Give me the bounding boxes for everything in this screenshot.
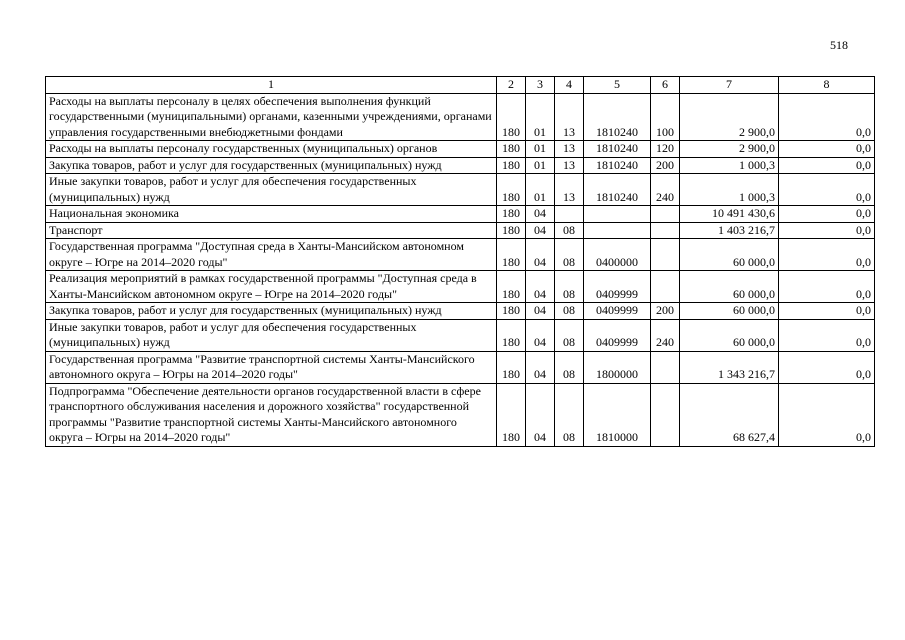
cell-col7: 60 000,0 [680, 271, 779, 303]
row-name: Государственная программа "Доступная среда в Ханты-Мансийском автономном округе – Югре на 2014–2020 годы" [46, 239, 497, 271]
row-name: Подпрограмма "Обеспечение деятельности органов государственной власти в сфере транспортного обслуживания населения и дорожного хозяйства" государственной программы "Развитие транспортной системы Ханты-Мансийского автономного округа – Югры на 2014–2020 годы" [46, 383, 497, 446]
column-header: 4 [555, 77, 584, 94]
cell-col6: 100 [651, 93, 680, 141]
cell-col8: 0,0 [779, 351, 875, 383]
cell-col6: 240 [651, 174, 680, 206]
column-header: 3 [526, 77, 555, 94]
column-header: 5 [584, 77, 651, 94]
cell-col3: 04 [526, 222, 555, 239]
cell-col8: 0,0 [779, 174, 875, 206]
cell-col6 [651, 222, 680, 239]
cell-col3: 01 [526, 93, 555, 141]
cell-col8: 0,0 [779, 319, 875, 351]
cell-col6 [651, 239, 680, 271]
cell-col3: 04 [526, 206, 555, 223]
cell-col8: 0,0 [779, 239, 875, 271]
cell-col3: 01 [526, 157, 555, 174]
column-header: 2 [497, 77, 526, 94]
cell-col5: 1810240 [584, 174, 651, 206]
row-name: Расходы на выплаты персоналу в целях обеспечения выполнения функций государственными (муниципальными) органами, казенными учреждениями, органами управления государственными внебюджетными фондами [46, 93, 497, 141]
cell-col4: 08 [555, 303, 584, 320]
cell-col2: 180 [497, 303, 526, 320]
cell-col8: 0,0 [779, 271, 875, 303]
cell-col4: 13 [555, 157, 584, 174]
cell-col7: 10 491 430,6 [680, 206, 779, 223]
cell-col5 [584, 206, 651, 223]
cell-col7: 60 000,0 [680, 319, 779, 351]
cell-col5: 0409999 [584, 271, 651, 303]
cell-col6 [651, 383, 680, 446]
row-name: Иные закупки товаров, работ и услуг для обеспечения государственных (муниципальных) нужд [46, 319, 497, 351]
cell-col2: 180 [497, 93, 526, 141]
page-number: 518 [830, 38, 848, 52]
cell-col5: 0400000 [584, 239, 651, 271]
cell-col4: 13 [555, 174, 584, 206]
cell-col3: 04 [526, 303, 555, 320]
table-row [46, 93, 875, 141]
budget-table [45, 76, 875, 447]
cell-col2: 180 [497, 319, 526, 351]
cell-col6: 120 [651, 141, 680, 158]
row-name: Национальная экономика [46, 206, 497, 223]
cell-col7: 1 403 216,7 [680, 222, 779, 239]
cell-col7: 60 000,0 [680, 303, 779, 320]
cell-col4: 08 [555, 351, 584, 383]
cell-col7: 2 900,0 [680, 141, 779, 158]
cell-col5: 1810240 [584, 157, 651, 174]
row-name: Закупка товаров, работ и услуг для государственных (муниципальных) нужд [46, 303, 497, 320]
table-row [46, 271, 875, 303]
table-row [46, 157, 875, 174]
table-row [46, 319, 875, 351]
cell-col8: 0,0 [779, 206, 875, 223]
cell-col3: 04 [526, 351, 555, 383]
cell-col4: 08 [555, 319, 584, 351]
table-header-row [46, 77, 875, 94]
table-row [46, 239, 875, 271]
table-row [46, 174, 875, 206]
cell-col6 [651, 271, 680, 303]
cell-col5: 0409999 [584, 319, 651, 351]
cell-col4: 08 [555, 222, 584, 239]
cell-col8: 0,0 [779, 222, 875, 239]
table-row [46, 141, 875, 158]
cell-col2: 180 [497, 271, 526, 303]
cell-col4: 08 [555, 383, 584, 446]
cell-col5: 0409999 [584, 303, 651, 320]
cell-col3: 04 [526, 271, 555, 303]
row-name: Реализация мероприятий в рамках государственной программы "Доступная среда в Ханты-Мансийском автономном округе – Югре на 2014–2020 годы" [46, 271, 497, 303]
cell-col2: 180 [497, 351, 526, 383]
column-header: 7 [680, 77, 779, 94]
cell-col5: 1800000 [584, 351, 651, 383]
cell-col6: 200 [651, 303, 680, 320]
cell-col5: 1810240 [584, 93, 651, 141]
cell-col8: 0,0 [779, 303, 875, 320]
row-name: Расходы на выплаты персоналу государственных (муниципальных) органов [46, 141, 497, 158]
cell-col4 [555, 206, 584, 223]
table-row [46, 206, 875, 223]
column-header: 6 [651, 77, 680, 94]
cell-col6 [651, 206, 680, 223]
cell-col2: 180 [497, 206, 526, 223]
row-name: Государственная программа "Развитие транспортной системы Ханты-Мансийского автономного округа – Югры на 2014–2020 годы" [46, 351, 497, 383]
column-header: 1 [46, 77, 497, 94]
cell-col7: 68 627,4 [680, 383, 779, 446]
cell-col4: 08 [555, 239, 584, 271]
cell-col7: 1 343 216,7 [680, 351, 779, 383]
table-row [46, 222, 875, 239]
cell-col3: 01 [526, 174, 555, 206]
cell-col2: 180 [497, 383, 526, 446]
cell-col4: 13 [555, 93, 584, 141]
cell-col5 [584, 222, 651, 239]
cell-col8: 0,0 [779, 157, 875, 174]
cell-col3: 04 [526, 319, 555, 351]
column-header: 8 [779, 77, 875, 94]
cell-col7: 1 000,3 [680, 174, 779, 206]
row-name: Транспорт [46, 222, 497, 239]
cell-col7: 1 000,3 [680, 157, 779, 174]
cell-col2: 180 [497, 157, 526, 174]
cell-col8: 0,0 [779, 141, 875, 158]
cell-col2: 180 [497, 174, 526, 206]
cell-col5: 1810000 [584, 383, 651, 446]
cell-col3: 04 [526, 239, 555, 271]
table-row [46, 351, 875, 383]
cell-col3: 01 [526, 141, 555, 158]
cell-col6 [651, 351, 680, 383]
cell-col2: 180 [497, 239, 526, 271]
cell-col2: 180 [497, 141, 526, 158]
cell-col4: 08 [555, 271, 584, 303]
row-name: Закупка товаров, работ и услуг для государственных (муниципальных) нужд [46, 157, 497, 174]
cell-col4: 13 [555, 141, 584, 158]
cell-col3: 04 [526, 383, 555, 446]
row-name: Иные закупки товаров, работ и услуг для обеспечения государственных (муниципальных) нужд [46, 174, 497, 206]
cell-col7: 60 000,0 [680, 239, 779, 271]
cell-col5: 1810240 [584, 141, 651, 158]
cell-col7: 2 900,0 [680, 93, 779, 141]
cell-col6: 200 [651, 157, 680, 174]
table-row [46, 383, 875, 446]
cell-col8: 0,0 [779, 93, 875, 141]
cell-col2: 180 [497, 222, 526, 239]
cell-col8: 0,0 [779, 383, 875, 446]
table-row [46, 303, 875, 320]
cell-col6: 240 [651, 319, 680, 351]
